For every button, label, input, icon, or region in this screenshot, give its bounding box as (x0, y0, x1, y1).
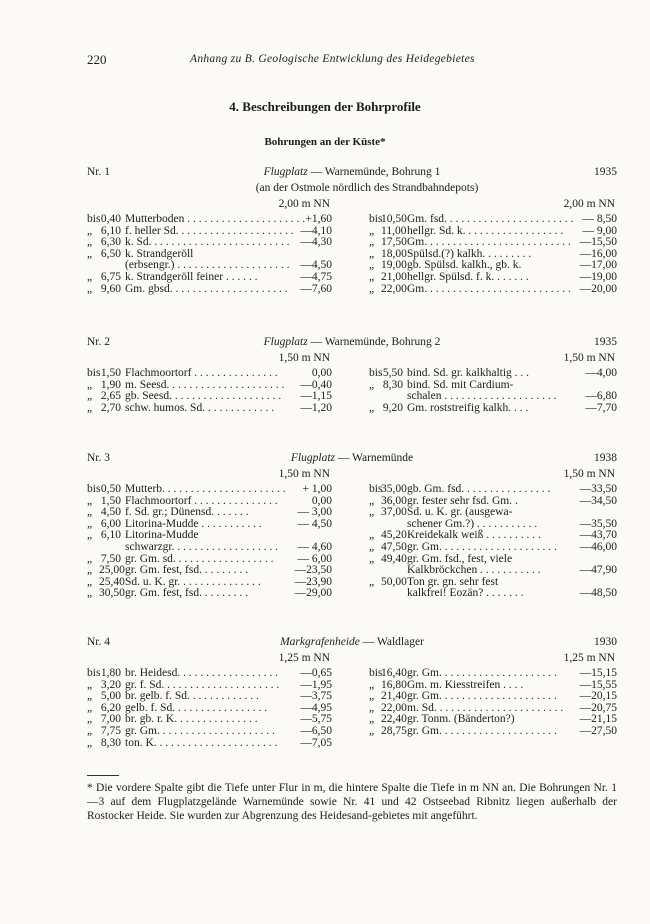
row-elevation: —33,50 (579, 483, 617, 495)
row-prefix: bis (87, 367, 101, 379)
borehole-location (87, 636, 617, 648)
row-description: f. Sd. gr.; Dünensd. . . . . . . (125, 506, 249, 519)
row-description: bind. Sd. mit Cardium- (407, 378, 514, 391)
layer-row (87, 588, 332, 600)
elevation-left: 1,25 m NN (278, 652, 330, 664)
row-elevation: —21,15 (579, 713, 617, 726)
borehole-number: Nr. 1 (87, 166, 110, 178)
row-depth: 36,00 (381, 494, 407, 507)
borehole-location (87, 336, 617, 348)
layer-row (369, 565, 617, 577)
elevation-right: 1,50 m NN (563, 352, 615, 364)
layer-row (369, 588, 617, 600)
row-depth: 2,70 (100, 401, 121, 414)
location-detail: — Warnemünde, Bohrung 2 (307, 336, 441, 348)
row-depth: 1,50 (100, 494, 121, 507)
row-depth: 2,65 (100, 390, 121, 403)
subsection-title-text: Bohrungen an der Küste (264, 136, 381, 148)
row-prefix: „ (369, 378, 375, 391)
borehole-number: Nr. 2 (87, 336, 110, 348)
layer-row (87, 272, 332, 284)
row-depth: 50,00 (381, 575, 407, 588)
row-depth: 3,20 (100, 678, 121, 691)
layer-row (369, 272, 617, 284)
row-elevation: +1,60 (305, 213, 332, 225)
row-prefix: „ (369, 552, 375, 565)
row-elevation: —0,40 (300, 378, 332, 391)
layer-row (87, 726, 332, 738)
row-description: gr. Gm. . . . . . . . . . . . . . . . . . . . . (125, 724, 275, 737)
row-description: Gm. fsd. . . . . . . . . . . . . . . . . . . . . . . (407, 213, 574, 225)
row-elevation: —1,20 (300, 401, 332, 414)
row-depth: 22,40 (381, 713, 407, 726)
row-prefix: bis (369, 667, 383, 679)
elevation-right: 1,25 m NN (563, 652, 615, 664)
row-description: Kalkbröckchen . . . . . . . . . . . (407, 564, 541, 577)
row-prefix: bis (369, 213, 383, 225)
row-prefix: „ (369, 494, 375, 507)
row-elevation: —3,75 (300, 690, 332, 703)
borehole-4 (87, 636, 617, 749)
row-description: Sd. u. K. gr. (ausgewa- (407, 506, 513, 519)
row-description: gr. fester sehr fsd. Gm. . (407, 494, 518, 507)
layer-row (369, 484, 617, 496)
row-elevation: —27,50 (579, 724, 617, 737)
row-description: schwarzgr. . . . . . . . . . . . . . . . . . . (125, 540, 278, 553)
footnote-mark: * (380, 136, 386, 148)
row-depth: 9,60 (100, 282, 121, 295)
row-elevation: —4,75 (300, 270, 332, 283)
row-depth: 25,00 (99, 564, 125, 577)
column-left (87, 198, 332, 295)
row-elevation: —19,00 (579, 270, 617, 283)
layer-row (87, 519, 332, 531)
row-elevation: —4,30 (300, 236, 332, 249)
row-elevation: —29,00 (294, 587, 332, 600)
layer-row (369, 284, 617, 296)
row-elevation: —6,80 (585, 390, 617, 403)
row-depth: 9,20 (382, 401, 403, 414)
row-description: Flachmoortorf . . . . . . . . . . . . . . . (125, 494, 278, 507)
row-description: Litorina-Mudde . . . . . . . . . . . (125, 517, 262, 530)
row-description: gb. Seesd. . . . . . . . . . . . . . . . . . . . (125, 390, 282, 403)
row-elevation: —7,60 (300, 282, 332, 295)
column-right (369, 652, 617, 738)
borehole-number: Nr. 3 (87, 452, 110, 464)
row-depth: 19,00 (381, 259, 407, 272)
row-depth: 5,50 (382, 367, 403, 379)
row-description: f. heller Sd. . . . . . . . . . . . . . . . . . . . . (125, 224, 294, 237)
layer-row (87, 484, 332, 496)
column-left (87, 652, 332, 749)
row-elevation: —34,50 (579, 494, 617, 507)
elevation-left: 1,50 m NN (278, 352, 330, 364)
row-prefix: „ (87, 575, 93, 588)
layer-row (87, 565, 332, 577)
layer-row (87, 542, 332, 554)
layer-row (369, 668, 617, 680)
row-prefix: „ (369, 529, 375, 542)
row-elevation: — 4,60 (297, 540, 332, 553)
row-depth: 47,50 (381, 540, 407, 553)
location-detail: — Warnemünde (335, 452, 414, 464)
column-left (87, 352, 332, 414)
row-elevation: —4,10 (300, 224, 332, 237)
row-depth: 35,00 (381, 483, 407, 495)
row-depth: 30,50 (99, 587, 125, 600)
column-left (87, 468, 332, 600)
row-depth: 21,00 (381, 270, 407, 283)
row-prefix: „ (87, 390, 93, 403)
row-description: Mutterboden . . . . . . . . . . . . . . . . . . . . . (125, 213, 306, 225)
borehole-number: Nr. 4 (87, 636, 110, 648)
row-description: br. Heidesd. . . . . . . . . . . . . . . . . . (125, 667, 279, 679)
location-place: Flugplatz (290, 452, 335, 464)
row-description: Litorina-Mudde (125, 529, 199, 542)
row-elevation: —48,50 (579, 587, 617, 600)
row-prefix: „ (369, 506, 375, 519)
row-elevation: — 4,50 (297, 517, 332, 530)
row-depth: 5,00 (100, 690, 121, 703)
row-depth: 45,20 (381, 529, 407, 542)
row-description: Ton gr. gn. sehr fest (407, 575, 499, 588)
row-depth: 6,75 (100, 270, 121, 283)
row-depth: 7,50 (100, 552, 121, 565)
row-description: Mutterb. . . . . . . . . . . . . . . . . . . . . . (125, 483, 286, 495)
borehole-year: 1935 (594, 336, 617, 348)
row-elevation: — 3,00 (297, 506, 332, 519)
row-depth: 4,50 (100, 506, 121, 519)
footnote: * Die vordere Spalte gibt die Tiefe unter Flur in m, die hintere Spalte die Tiefe in m NN an. Die Bohrungen Nr. 1—3 auf dem Flugplatzgelände Warnemünde sowie Nr. 41 und 42 Ostseebad Ribnitz liegen außerhalb der Rostocker Heide. Sie wurden zur Abgrenzung des Heidesand-gebietes mit angeführt. (87, 782, 617, 822)
row-prefix: „ (87, 564, 93, 577)
row-elevation: —5,75 (300, 713, 332, 726)
row-depth: 25,40 (99, 575, 125, 588)
row-elevation: —4,50 (300, 259, 332, 272)
row-prefix: „ (369, 247, 375, 260)
row-prefix: „ (87, 724, 93, 737)
column-right (369, 468, 617, 600)
row-description: br. gb. r. K. . . . . . . . . . . . . . . (125, 713, 258, 726)
layer-row (87, 214, 332, 226)
row-description: br. gelb. f. Sd. . . . . . . . . . . . . (125, 690, 259, 703)
row-elevation: —7,05 (300, 736, 332, 749)
row-elevation: — 6,00 (297, 552, 332, 565)
row-prefix: „ (87, 401, 93, 414)
row-description: k. Strandgeröll feiner . . . . . . (125, 270, 258, 283)
row-depth: 6,00 (100, 517, 121, 530)
row-prefix: „ (87, 494, 93, 507)
row-prefix: „ (369, 690, 375, 703)
location-place: Flugplatz (263, 336, 308, 348)
row-prefix: „ (369, 713, 375, 726)
borehole-1 (87, 166, 617, 295)
row-depth: 8,30 (382, 378, 403, 391)
elevation-right: 2,00 m NN (563, 198, 615, 210)
row-description: Kreidekalk weiß . . . . . . . . . . (407, 529, 541, 542)
row-prefix: „ (369, 701, 375, 714)
row-elevation: —23,50 (294, 564, 332, 577)
row-description: gr. Gm. . . . . . . . . . . . . . . . . . . . . (407, 667, 557, 679)
row-elevation: —20,00 (579, 282, 617, 295)
row-elevation: —15,50 (579, 236, 617, 249)
row-prefix: „ (87, 224, 93, 237)
row-prefix: „ (87, 736, 93, 749)
borehole-year: 1935 (594, 166, 617, 178)
row-depth: 11,00 (381, 224, 407, 237)
row-depth: 6,50 (100, 247, 121, 260)
running-head: Anhang zu B. Geologische Entwicklung des Heidegebietes (190, 53, 475, 65)
row-prefix: „ (369, 575, 375, 588)
row-prefix: „ (369, 236, 375, 249)
borehole-location (87, 452, 617, 464)
row-prefix: „ (87, 713, 93, 726)
layer-row (87, 368, 332, 380)
row-description: (erbsengr.) . . . . . . . . . . . . . . . . . . . . (125, 259, 290, 272)
row-prefix: „ (369, 724, 375, 737)
row-description: Gm. gbsd. . . . . . . . . . . . . . . . . . . . . (125, 282, 288, 295)
row-elevation: —15,55 (579, 678, 617, 691)
row-elevation: —4,95 (300, 701, 332, 714)
row-description: hellgr. Sd. k. . . . . . . . . . . . . . . . . . (407, 224, 564, 237)
row-description: gb. Gm. fsd. . . . . . . . . . . . . . . . (407, 483, 551, 495)
row-elevation: —7,70 (585, 401, 617, 414)
row-description: Spülsd.(?) kalkh. . . . . . . . . (407, 247, 532, 260)
row-depth: 1,50 (100, 367, 121, 379)
row-depth: 28,75 (381, 724, 407, 737)
borehole-note: (an der Ostmole nördlich des Strandbahndepots) (255, 182, 479, 194)
row-prefix: bis (87, 483, 101, 495)
row-description: gr. Gm. . . . . . . . . . . . . . . . . . . . . (407, 690, 557, 703)
elevation-left: 2,00 m NN (278, 198, 330, 210)
row-prefix: „ (87, 236, 93, 249)
row-depth: 22,00 (381, 282, 407, 295)
row-description: bind. Sd. gr. kalkhaltig . . . (407, 367, 530, 379)
row-description: gelb. f. Sd. . . . . . . . . . . . . . . . . (125, 701, 268, 714)
row-elevation: 0,00 (311, 494, 332, 507)
row-prefix: „ (87, 378, 93, 391)
row-depth: 16,40 (381, 667, 407, 679)
row-depth: 1,80 (100, 667, 121, 679)
borehole-year: 1930 (594, 636, 617, 648)
row-depth: 8,30 (100, 736, 121, 749)
row-prefix: „ (369, 259, 375, 272)
row-prefix: „ (369, 678, 375, 691)
footnote-rule (87, 775, 119, 776)
row-depth: 18,00 (381, 247, 407, 260)
row-prefix: „ (87, 529, 93, 542)
row-elevation: —6,50 (300, 724, 332, 737)
row-prefix: „ (87, 270, 93, 283)
row-description: gr. Gm. . . . . . . . . . . . . . . . . . . . . (407, 724, 557, 737)
row-prefix: bis (87, 213, 101, 225)
row-description: Gm. . . . . . . . . . . . . . . . . . . . . . . . . . (407, 282, 571, 295)
row-description: Gm. m. Kiesstreifen . . . . (407, 678, 524, 691)
row-prefix: „ (87, 690, 93, 703)
row-description: gb. Spülsd. kalkh., gb. k. (407, 259, 522, 272)
row-description: k. Sd. . . . . . . . . . . . . . . . . . . . . . . . . (125, 236, 290, 249)
row-depth: 6,10 (100, 224, 121, 237)
layer-row (87, 668, 332, 680)
row-description: k. Strandgeröll (125, 247, 194, 260)
row-elevation: —15,15 (579, 667, 617, 679)
row-description: schw. humos. Sd. . . . . . . . . . . . . (125, 401, 275, 414)
row-elevation: 0,00 (311, 367, 332, 379)
row-prefix: „ (369, 540, 375, 553)
page-number: 220 (87, 52, 107, 67)
borehole-header (87, 166, 617, 182)
row-description: schalen . . . . . . . . . . . . . . . . . . . . (407, 390, 557, 403)
row-description: hellgr. Spülsd. f. k. . . . . . . (407, 270, 529, 283)
row-description: m. Sd. . . . . . . . . . . . . . . . . . . . . . . (407, 701, 564, 714)
row-prefix: bis (369, 367, 383, 379)
column-right (369, 352, 617, 414)
row-depth: 17,50 (381, 236, 407, 249)
row-description: Sd. u. K. gr. . . . . . . . . . . . . . . (125, 575, 261, 588)
location-place: Markgrafenheide (280, 636, 360, 648)
row-prefix: „ (369, 270, 375, 283)
row-depth: 7,00 (100, 713, 121, 726)
borehole-3 (87, 452, 617, 600)
row-prefix: „ (87, 282, 93, 295)
row-depth: 6,20 (100, 701, 121, 714)
row-depth: 21,40 (381, 690, 407, 703)
row-elevation: —0,65 (300, 667, 332, 679)
row-elevation: —1,95 (300, 678, 332, 691)
row-depth: 49,40 (381, 552, 407, 565)
location-detail: — Warnemünde, Bohrung 1 (307, 166, 441, 178)
borehole-header (87, 336, 617, 352)
row-description: Flachmoortorf . . . . . . . . . . . . . . . (125, 367, 278, 379)
borehole-location (87, 166, 617, 178)
row-prefix: „ (369, 282, 375, 295)
row-depth: 6,30 (100, 236, 121, 249)
row-elevation: —35,50 (579, 517, 617, 530)
row-prefix: bis (369, 483, 383, 495)
row-depth: 22,00 (381, 701, 407, 714)
row-elevation: —46,00 (579, 540, 617, 553)
row-description: schener Gm.?) . . . . . . . . . . . (407, 517, 538, 530)
row-elevation: — 8,50 (582, 213, 617, 225)
row-description: gr. Gm. fsd., fest, viele (407, 552, 513, 565)
row-elevation: —43,70 (579, 529, 617, 542)
borehole-year: 1938 (594, 452, 617, 464)
row-depth: 7,75 (100, 724, 121, 737)
row-depth: 6,10 (100, 529, 121, 542)
row-description: gr. Gm. fest, fsd. . . . . . . . . (125, 564, 248, 577)
row-depth: 10,50 (381, 213, 407, 225)
row-elevation: —1,15 (300, 390, 332, 403)
layer-row (87, 284, 332, 296)
row-prefix: „ (87, 552, 93, 565)
row-description: Gm. . . . . . . . . . . . . . . . . . . . . . . . . . (407, 236, 571, 249)
row-description: m. Seesd. . . . . . . . . . . . . . . . . . . . . (125, 378, 285, 391)
row-prefix: „ (369, 401, 375, 414)
row-description: gr. Gm. . . . . . . . . . . . . . . . . . . . . (407, 540, 557, 553)
section-title: 4. Beschreibungen der Bohrprofile (229, 99, 421, 114)
row-prefix: „ (87, 247, 93, 260)
row-elevation: — 9,00 (582, 224, 617, 237)
row-depth: 0,50 (100, 483, 121, 495)
row-description: gr. f. Sd. . . . . . . . . . . . . . . . . . . . . (125, 678, 280, 691)
row-elevation: —23,90 (294, 575, 332, 588)
elevation-right: 1,50 m NN (563, 468, 615, 480)
borehole-2 (87, 336, 617, 414)
elevation-left: 1,50 m NN (278, 468, 330, 480)
row-depth: 16,80 (381, 678, 407, 691)
layer-row (369, 368, 617, 380)
row-elevation: —20,75 (579, 701, 617, 714)
row-depth: 1,90 (100, 378, 121, 391)
layer-row (87, 738, 332, 750)
layer-row (87, 237, 332, 249)
row-description: Gm. roststreifig kalkh. . . . (407, 401, 529, 414)
row-prefix: „ (87, 678, 93, 691)
row-depth: 0,40 (100, 213, 121, 225)
row-prefix: „ (87, 701, 93, 714)
row-prefix: „ (369, 224, 375, 237)
subsection-title (0, 136, 650, 148)
layer-row (87, 403, 332, 415)
layer-row (369, 726, 617, 738)
row-prefix: „ (87, 506, 93, 519)
location-detail: — Waldlager (359, 636, 424, 648)
row-elevation: —17,00 (579, 259, 617, 272)
row-elevation: —16,00 (579, 247, 617, 260)
row-elevation: —20,15 (579, 690, 617, 703)
row-elevation: + 1,00 (302, 483, 332, 495)
row-prefix: „ (87, 587, 93, 600)
borehole-header (87, 636, 617, 652)
row-elevation: —4,00 (585, 367, 617, 379)
row-prefix: „ (87, 517, 93, 530)
layer-row (369, 214, 617, 226)
row-description: gr. Gm. fest, fsd. . . . . . . . . (125, 587, 248, 600)
layer-row (369, 403, 617, 415)
location-place: Flugplatz (263, 166, 308, 178)
row-elevation: —47,90 (579, 564, 617, 577)
row-description: ton. K. . . . . . . . . . . . . . . . . . . . . . (125, 736, 278, 749)
row-description: kalkfrei! Eozän? . . . . . . . (407, 587, 524, 600)
column-right (369, 198, 617, 295)
layer-row (369, 542, 617, 554)
row-depth: 37,00 (381, 506, 407, 519)
row-description: gr. Tonm. (Bänderton?) (407, 713, 515, 726)
row-prefix: bis (87, 667, 101, 679)
row-description: gr. Gm. sd. . . . . . . . . . . . . . . . . . (125, 552, 274, 565)
borehole-header (87, 452, 617, 468)
